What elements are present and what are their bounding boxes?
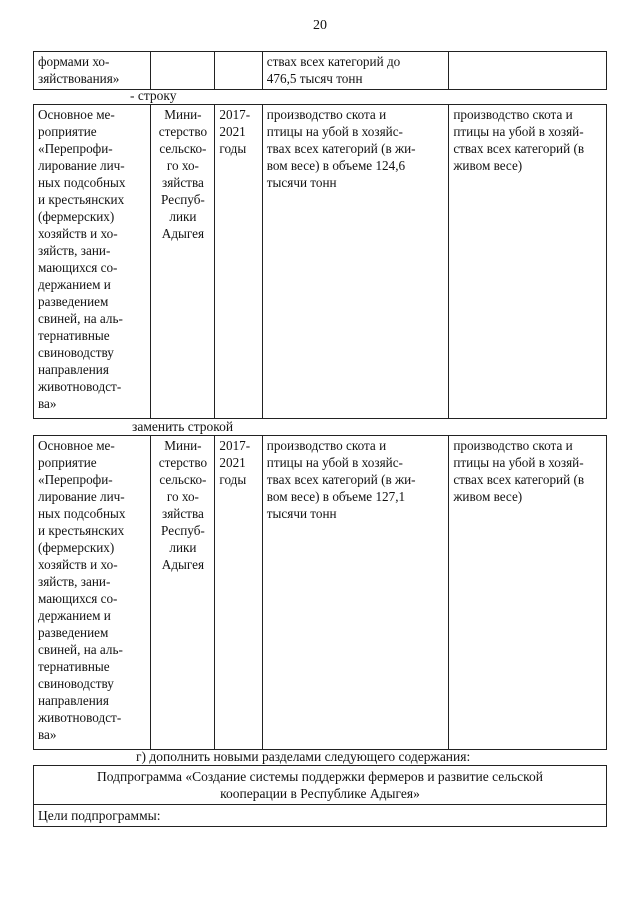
table-new-row (33, 435, 607, 750)
result-cell (262, 105, 449, 419)
cell-text: 2017- 2021 годы (219, 438, 251, 487)
event-cell (34, 105, 151, 419)
years-cell (215, 52, 262, 90)
replace-label: - строку (130, 88, 177, 103)
cell-text: Основное ме- роприятие «Перепрофи- лирование лич- ных подсобных и крестьянских (фермерских) хозяйств и хо- зяйств, зани- мающихся со- держанием и разведением свиней, на аль- тернативные свиноводству направления животноводст- ва» (38, 438, 126, 742)
cell-text: 2017- 2021 годы (219, 107, 251, 156)
cell-text: Основное ме- роприятие «Перепрофи- лирование лич- ных подсобных и крестьянских (фермерских) хозяйств и хо- зяйств, зани- мающихся со- держанием и разведением свиней, на аль- тернативные свиноводству направления животноводст- ва» (38, 107, 126, 411)
cell-text: производство скота и птицы на убой в хозяйс- твах всех категорий (в жи- вом весе) в объеме 127,1 тысячи тонн (266, 438, 416, 521)
table-row (34, 436, 607, 750)
table-old-row (33, 104, 607, 419)
addition-label: г) дополнить новыми разделами следующего содержания: (136, 749, 471, 764)
indicator-cell (449, 105, 607, 419)
indicator-cell (449, 436, 607, 750)
years-cell (215, 105, 262, 419)
event-cell (34, 52, 151, 90)
goals-label: Цели подпрограммы: (34, 805, 607, 827)
cell-text: ствах всех категорий до 476,5 тысяч тонн (266, 54, 401, 86)
cell-text: формами хо- зяйствования» (38, 54, 120, 86)
table-row (34, 805, 607, 827)
years-cell (215, 436, 262, 750)
subprogram-table (33, 765, 607, 827)
executor-cell (151, 52, 215, 90)
executor-cell (151, 105, 215, 419)
cell-text: производство скота и птицы на убой в хозяйс- твах всех категорий (в жи- вом весе) в объеме 124,6 тысячи тонн (266, 107, 416, 190)
event-cell (34, 436, 151, 750)
replace-with-label: заменить строкой (132, 419, 234, 434)
subprogram-title: Подпрограмма «Создание системы поддержки фермеров и развитие сельской кооперации в Республике Адыгея» (34, 766, 607, 805)
table-top-fragment (33, 51, 607, 90)
cell-text: Мини- стерство сельско- го хо- зяйства Респуб- лики Адыгея (158, 107, 208, 241)
table-row (34, 766, 607, 805)
cell-text: Мини- стерство сельско- го хо- зяйства Респуб- лики Адыгея (158, 438, 208, 572)
cell-text: производство скота и птицы на убой в хозяй- ствах всех категорий (в живом весе) (453, 438, 585, 504)
table-row (34, 52, 607, 90)
cell-text: производство скота и птицы на убой в хозяй- ствах всех категорий (в живом весе) (453, 107, 585, 173)
result-cell (262, 436, 449, 750)
table-row (34, 105, 607, 419)
page-number: 20 (313, 18, 327, 33)
result-cell (262, 52, 449, 90)
indicator-cell (449, 52, 607, 90)
executor-cell (151, 436, 215, 750)
